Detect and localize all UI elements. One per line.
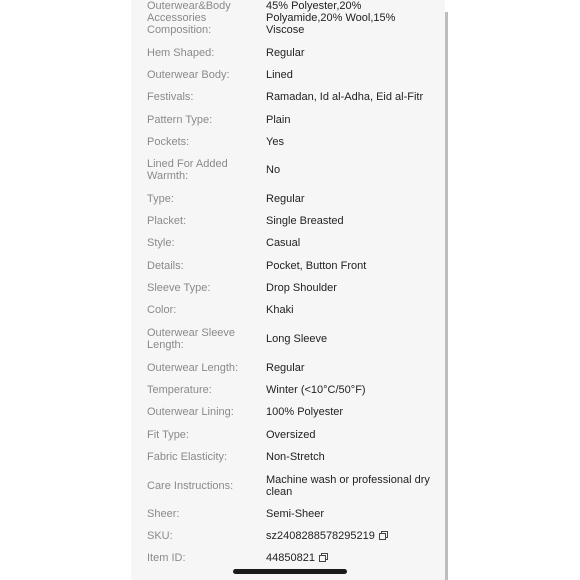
spec-value-text: 45% Polyester,20% Polyamide,20% Wool,15% Viscose [266,0,396,36]
spec-value [266,333,436,345]
spec-value-text: Oversized [266,429,316,441]
spec-label: Pattern Type: [147,114,213,126]
spec-label: Sleeve Type: [147,282,211,294]
spec-value [266,451,436,463]
spec-label: Outerwear Lining: [147,406,234,418]
spec-value-text: Khaki [266,304,294,316]
spec-row [131,299,445,321]
spec-value [266,384,436,396]
spec-label: Outerwear&Body Accessories Composition: [147,0,231,36]
spec-label: Pockets: [147,136,190,148]
spec-value [266,164,436,176]
spec-row [131,475,445,497]
spec-label: Type: [147,193,174,205]
spec-value [266,69,436,81]
spec-value [266,91,436,103]
spec-row [131,328,445,350]
spec-value-text: Single Breasted [266,215,344,227]
spec-value [266,429,436,441]
product-specs-panel [131,0,445,580]
spec-value [266,406,436,418]
spec-value [266,47,436,59]
spec-value-text: Drop Shoulder [266,282,337,294]
spec-label: Outerwear Sleeve Length: [147,327,236,351]
spec-row [131,0,445,36]
spec-row [131,525,445,547]
spec-value [266,260,436,272]
spec-label: SKU: [147,530,173,542]
spec-value [266,362,436,374]
spec-row [131,109,445,131]
spec-label: Details: [147,260,184,272]
copy-icon[interactable] [379,531,388,540]
spec-row [131,379,445,401]
spec-value [266,304,436,316]
scrollbar[interactable] [445,12,448,580]
spec-value-text: Long Sleeve [266,333,328,345]
spec-row [131,210,445,232]
spec-row [131,86,445,108]
spec-label: Sheer: [147,508,180,520]
spec-value-text: 100% Polyester [266,406,344,418]
spec-row [131,255,445,277]
spec-row [131,547,445,569]
spec-row [131,131,445,153]
spec-label: Placket: [147,215,187,227]
spec-row [131,503,445,525]
spec-label: Temperature: [147,384,212,396]
spec-value-text: Lined [266,69,293,81]
spec-label: Item ID: [147,552,186,564]
spec-row [131,277,445,299]
spec-value [266,114,436,126]
spec-row [131,446,445,468]
spec-row [131,64,445,86]
spec-row [131,401,445,423]
spec-value [266,0,436,36]
spec-value-text: No [266,164,281,176]
spec-label: Outerwear Length: [147,362,239,374]
spec-value-text: Regular [266,47,305,59]
spec-value-text: Yes [266,136,284,148]
spec-value [266,215,436,227]
spec-row [131,159,445,181]
spec-value-text: Ramadan, Id al-Adha, Eid al-Fitr [266,91,424,103]
spec-row [131,424,445,446]
spec-label: Fit Type: [147,429,189,441]
spec-value-text: Plain [266,114,291,126]
home-indicator[interactable] [233,569,347,574]
spec-value-text: Regular [266,193,305,205]
spec-label: Care Instructions: [147,480,234,492]
spec-label: Lined For Added Warmth: [147,158,228,182]
spec-label: Festivals: [147,91,194,103]
spec-label: Fabric Elasticity: [147,451,228,463]
spec-value-text: 44850821 [266,552,315,564]
spec-value-text: Semi-Sheer [266,508,325,520]
copy-icon[interactable] [319,553,328,562]
spec-row [131,42,445,64]
spec-value-text: Pocket, Button Front [266,260,367,272]
spec-value [266,508,436,520]
spec-value-text: Non-Stretch [266,451,325,463]
spec-value [266,136,436,148]
spec-value-text: Winter (<10°C/50°F) [266,384,366,396]
spec-value-text: sz2408288578295219 [266,530,375,542]
spec-value [266,474,436,498]
spec-row [131,188,445,210]
spec-value-text: Machine wash or professional dry clean [266,474,430,498]
spec-value [266,237,436,249]
spec-value [266,530,436,542]
spec-label: Hem Shaped: [147,47,215,59]
spec-value-text: Regular [266,362,305,374]
spec-row [131,232,445,254]
spec-value [266,193,436,205]
spec-value-text: Casual [266,237,301,249]
spec-value [266,552,436,564]
spec-label: Outerwear Body: [147,69,230,81]
spec-label: Color: [147,304,177,316]
spec-row [131,357,445,379]
spec-label: Style: [147,237,175,249]
spec-value [266,282,436,294]
